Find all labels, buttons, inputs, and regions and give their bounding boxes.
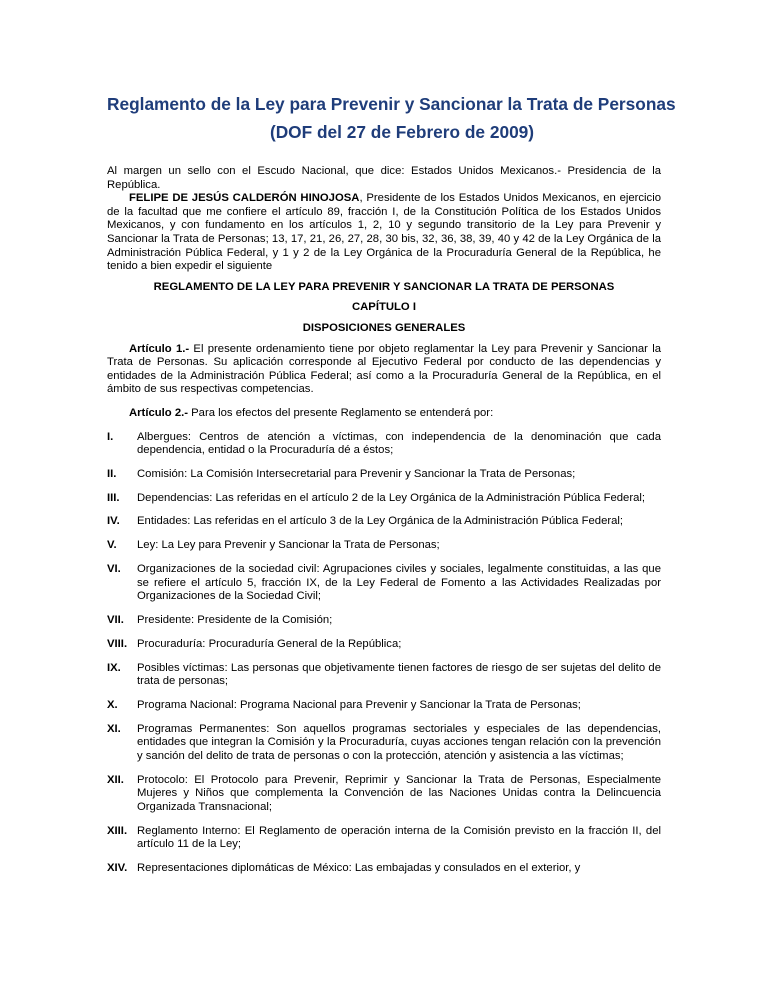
definition-number: VI. [107, 563, 121, 575]
article-1 [107, 343, 661, 397]
preamble-name: FELIPE DE JESÚS CALDERÓN HINOJOSA [129, 192, 360, 205]
article-1-label: Artículo 1.- [129, 342, 190, 355]
definition-number: V. [107, 539, 117, 552]
definition-text: Albergues: Centros de atención a víctimas, con independencia de la denominación que cada dependencia, entidad o la Procuraduría dé a éstos; [137, 430, 661, 457]
definition-item [107, 431, 661, 458]
definition-number: VIII. [107, 637, 128, 650]
main-heading: REGLAMENTO DE LA LEY PARA PREVENIR Y SANCIONAR LA TRATA DE PERSONAS [153, 280, 615, 293]
definition-item [107, 614, 661, 628]
definition-text: Programas Permanentes: Son aquellos programas sectoriales y especiales de las dependencias, entidades que integran la Comisión y la Procuraduría, cuyas acciones tengan relación con la prevención y sanción del delito de trata de personas o con la protección, atención y asistencia a las víctimas; [137, 722, 661, 762]
definition-number: XI. [107, 722, 121, 735]
definition-number: X. [107, 698, 118, 711]
definition-number: IV. [107, 515, 120, 528]
article-2-text: Para los efectos del presente Reglamento se entenderá por: [188, 406, 494, 419]
article-1-text: El presente ordenamiento tiene por objeto reglamentar la Ley para Prevenir y Sancionar la Trata de Personas. Su aplicación corresponde al Ejecutivo Federal por conducto de las dependencias y entidades de la Administración Pública Federal; así como a la Procuraduría General de la República, en el ámbito de sus respectivas competencias. [107, 342, 661, 396]
definition-text: Reglamento Interno: El Reglamento de operación interna de la Comisión previsto en la fracción II, del artículo 11 de la Ley; [137, 824, 661, 851]
definition-text: Organizaciones de la sociedad civil: Agrupaciones civiles y sociales, legalmente constituidas, a las que se refiere el artículo 5, fracción IX, de la Ley Federal de Fomento a las Actividades Realizadas por Organizaciones de la Sociedad Civil; [137, 563, 661, 603]
definition-text: Dependencias: Las referidas en el artículo 2 de la Ley Orgánica de la Administración Pública Federal; [137, 491, 646, 504]
definition-item [107, 662, 661, 689]
definition-number: XII. [107, 773, 124, 786]
definition-item [107, 825, 661, 852]
definition-text: Ley: La Ley para Prevenir y Sancionar la Trata de Personas; [137, 539, 440, 552]
document-title: Reglamento de la Ley para Prevenir y Sancionar la Trata de Personas [107, 94, 676, 114]
definition-item [107, 862, 661, 876]
chapter-number: CAPÍTULO I [351, 301, 416, 314]
definition-text: Programa Nacional: Programa Nacional para Prevenir y Sancionar la Trata de Personas; [137, 698, 581, 711]
definition-text: Entidades: Las referidas en el artículo 3 de la Ley Orgánica de la Administración Pública Federal; [137, 515, 624, 528]
document-subtitle: (DOF del 27 de Febrero de 2009) [269, 122, 535, 142]
article-2-label: Artículo 2.- [129, 406, 188, 419]
definition-number: I. [107, 430, 114, 443]
definition-item [107, 468, 661, 482]
chapter-title: DISPOSICIONES GENERALES [302, 321, 466, 334]
definition-item [107, 638, 661, 652]
definition-text: Presidente: Presidente de la Comisión; [137, 613, 333, 626]
preamble-text: , Presidente de los Estados Unidos Mexicanos, en ejercicio de la facultad que me confiere el artículo 89, fracción I, de la Constitución Política de los Estados Unidos Mexicanos, y con fundamento en los artículos 1, 2, 10 y segundo transitorio de la Ley para Prevenir y Sancionar la Trata de Personas; 13, 17, 21, 26, 27, 28, 30 bis, 32, 36, 38, 39, 40 y 42 de la Ley Orgánica de la Administración Pública Federal, y 1 y 2 de la Ley Orgánica de la Procuraduría General de la República, he tenido a bien expedir el siguiente [107, 192, 662, 273]
intro-paragraph: Al margen un sello con el Escudo Nacional, que dice: Estados Unidos Mexicanos.- Presidencia de la República. [107, 165, 661, 191]
definitions-list [107, 431, 661, 876]
definition-text: Comisión: La Comisión Intersecretarial para Prevenir y Sancionar la Trata de Personas; [137, 467, 576, 480]
article-2 [107, 407, 661, 421]
definition-number: VII. [107, 613, 124, 626]
definition-text: Posibles víctimas: Las personas que objetivamente tienen factores de riesgo de ser sujetas del delito de trata de personas; [137, 661, 661, 688]
definition-item [107, 699, 661, 713]
definition-number: IX. [107, 661, 121, 674]
definition-number: XIV. [107, 862, 128, 874]
definition-item [107, 774, 661, 815]
definition-number: II. [107, 467, 117, 480]
document-body [107, 165, 661, 886]
definition-item [107, 515, 661, 529]
definition-number: XIII. [107, 824, 128, 837]
definition-item [107, 539, 661, 553]
definition-text: Procuraduría: Procuraduría General de la República; [137, 637, 402, 650]
definition-item [107, 563, 661, 604]
preamble-paragraph [107, 192, 661, 274]
definition-text: Protocolo: El Protocolo para Prevenir, Reprimir y Sancionar la Trata de Personas, Especialmente Mujeres y Niños que complementa la Convención de las Naciones Unidas contra la Delincuencia Organizada Transnacional; [137, 773, 661, 813]
definition-item [107, 723, 661, 764]
definition-number: III. [107, 491, 120, 504]
definition-item [107, 492, 661, 506]
definition-text: Representaciones diplomáticas de México: Las embajadas y consulados en el exterior, y [137, 862, 581, 874]
